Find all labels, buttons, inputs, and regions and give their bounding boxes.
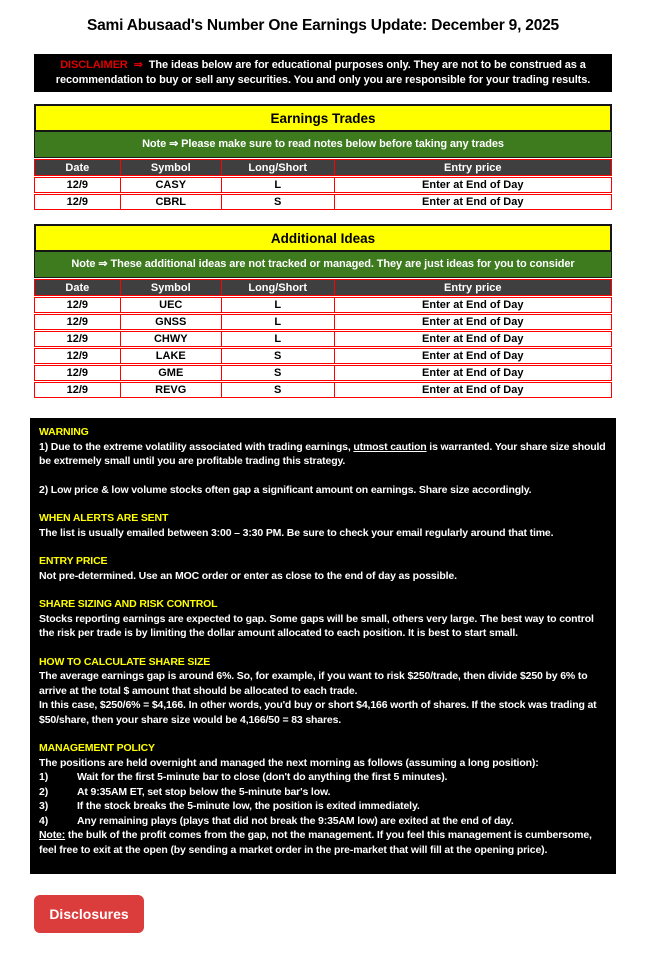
cell-longshort: L bbox=[222, 297, 335, 313]
management-note: Note: the bulk of the profit comes from the gap, not the management. If you feel this management is cumbersome, feel free to exit at the open (by sending a market order in the pre-market that will fill at the opening price). bbox=[39, 829, 592, 856]
cell-entry: Enter at End of Day bbox=[335, 382, 612, 398]
section-heading: ENTRY PRICE bbox=[39, 555, 108, 567]
cell-date: 12/9 bbox=[34, 365, 121, 381]
warning-paragraph-2: 2) Low price & low volume stocks often gap a significant amount on earnings. Share size accordingly. bbox=[39, 483, 532, 496]
cell-longshort: S bbox=[222, 194, 335, 210]
warning-section bbox=[39, 425, 607, 497]
disclaimer-bar bbox=[34, 54, 612, 92]
cell-symbol: CBRL bbox=[121, 194, 222, 210]
column-header-symbol: Symbol bbox=[121, 279, 222, 296]
earnings-trades-note: Note ⇒ Please make sure to read notes below before taking any trades bbox=[34, 132, 612, 158]
management-step: 2) At 9:35AM ET, set stop below the 5-minute bar's low. bbox=[39, 785, 331, 798]
cell-symbol: LAKE bbox=[121, 348, 222, 364]
table-row bbox=[34, 382, 612, 398]
cell-date: 12/9 bbox=[34, 194, 121, 210]
earnings-trades-title: Earnings Trades bbox=[34, 104, 612, 132]
share-size-calc-paragraph-1: The average earnings gap is around 6%. So, for example, if you want to risk $250/trade, then divide $250 by 6% to arrive at the total $ amount that should be allocated to each trade. bbox=[39, 670, 588, 697]
cell-entry: Enter at End of Day bbox=[335, 297, 612, 313]
cell-entry: Enter at End of Day bbox=[335, 194, 612, 210]
page-title: Sami Abusaad's Number One Earnings Update: December 9, 2025 bbox=[87, 17, 559, 34]
additional-ideas-title: Additional Ideas bbox=[34, 224, 612, 252]
cell-entry: Enter at End of Day bbox=[335, 331, 612, 347]
cell-longshort: S bbox=[222, 382, 335, 398]
cell-date: 12/9 bbox=[34, 297, 121, 313]
additional-ideas-section bbox=[34, 224, 612, 399]
section-heading: WHEN ALERTS ARE SENT bbox=[39, 512, 169, 524]
section-heading: HOW TO CALCULATE SHARE SIZE bbox=[39, 655, 211, 668]
cell-date: 12/9 bbox=[34, 314, 121, 330]
cell-longshort: S bbox=[222, 348, 335, 364]
section-heading: MANAGEMENT POLICY bbox=[39, 742, 155, 754]
column-header-symbol: Symbol bbox=[121, 159, 222, 176]
disclaimer-label: DISCLAIMER bbox=[60, 59, 128, 71]
share-size-calc-paragraph-2: In this case, $250/6% = $4,166. In other words, you'd buy or short $4,166 worth of shares. If the stock was trading at $50/share, then your share size would be 4,166/50 = 83 shares. bbox=[39, 699, 597, 726]
column-header-entry: Entry price bbox=[335, 159, 612, 176]
cell-symbol: GME bbox=[121, 365, 222, 381]
table-header-row bbox=[34, 159, 612, 176]
section-heading: WARNING bbox=[39, 426, 89, 438]
disclosures-button[interactable]: Disclosures bbox=[34, 895, 144, 933]
management-step: 3) If the stock breaks the 5-minute low, the position is exited immediately. bbox=[39, 800, 420, 812]
additional-ideas-table bbox=[34, 278, 612, 399]
cell-symbol: CASY bbox=[121, 177, 222, 193]
cell-entry: Enter at End of Day bbox=[335, 365, 612, 381]
cell-symbol: REVG bbox=[121, 382, 222, 398]
management-section bbox=[39, 741, 607, 857]
table-row bbox=[34, 348, 612, 364]
cell-date: 12/9 bbox=[34, 382, 121, 398]
earnings-trades-table bbox=[34, 158, 612, 211]
cell-longshort: L bbox=[222, 331, 335, 347]
cell-longshort: L bbox=[222, 314, 335, 330]
cell-entry: Enter at End of Day bbox=[335, 314, 612, 330]
earnings-trades-section bbox=[34, 104, 612, 211]
management-step: 1) Wait for the first 5-minute bar to close (don't do anything the first 5 minutes). bbox=[39, 771, 448, 783]
alerts-section bbox=[39, 511, 607, 540]
warning-paragraph-1: 1) Due to the extreme volatility associated with trading earnings, utmost caution is warranted. Your share size should be extremely small until you are profitable trading this strategy. bbox=[39, 440, 606, 467]
arrow-icon: ⇒ bbox=[133, 59, 143, 71]
column-header-date: Date bbox=[34, 159, 121, 176]
cell-symbol: UEC bbox=[121, 297, 222, 313]
entry-price-paragraph: Not pre-determined. Use an MOC order or enter as close to the end of day as possible. bbox=[39, 569, 457, 582]
cell-longshort: S bbox=[222, 365, 335, 381]
table-row bbox=[34, 331, 612, 347]
table-row bbox=[34, 194, 612, 210]
column-header-date: Date bbox=[34, 279, 121, 296]
additional-ideas-note: Note ⇒ These additional ideas are not tracked or managed. They are just ideas for you to consider bbox=[34, 252, 612, 278]
management-intro: The positions are held overnight and managed the next morning as follows (assuming a long position): bbox=[39, 756, 539, 769]
cell-symbol: GNSS bbox=[121, 314, 222, 330]
table-header-row bbox=[34, 279, 612, 296]
cell-longshort: L bbox=[222, 177, 335, 193]
cell-date: 12/9 bbox=[34, 348, 121, 364]
entry-price-section bbox=[39, 554, 607, 583]
table-row bbox=[34, 365, 612, 381]
table-row bbox=[34, 314, 612, 330]
notes-panel bbox=[30, 418, 616, 874]
cell-date: 12/9 bbox=[34, 177, 121, 193]
table-row bbox=[34, 297, 612, 313]
management-step: 4) Any remaining plays (plays that did not break the 9:35AM low) are exited at the end of day. bbox=[39, 814, 514, 827]
cell-entry: Enter at End of Day bbox=[335, 348, 612, 364]
share-sizing-paragraph: Stocks reporting earnings are expected to gap. Some gaps will be small, others very large. The best way to control the risk per trade is by limiting the dollar amount allocated to each position. It is best to start small. bbox=[39, 612, 594, 639]
section-heading: SHARE SIZING AND RISK CONTROL bbox=[39, 598, 218, 610]
share-sizing-section bbox=[39, 597, 607, 641]
column-header-longshort: Long/Short bbox=[222, 159, 335, 176]
disclaimer-text: The ideas below are for educational purposes only. They are not to be construed as a recommendation to buy or sell any securities. You and only you are responsible for your trading results. bbox=[55, 59, 591, 86]
cell-symbol: CHWY bbox=[121, 331, 222, 347]
cell-date: 12/9 bbox=[34, 331, 121, 347]
column-header-longshort: Long/Short bbox=[222, 279, 335, 296]
table-row bbox=[34, 177, 612, 193]
column-header-entry: Entry price bbox=[335, 279, 612, 296]
alerts-paragraph: The list is usually emailed between 3:00 – 3:30 PM. Be sure to check your email regularly around that time. bbox=[39, 526, 554, 539]
cell-entry: Enter at End of Day bbox=[335, 177, 612, 193]
share-size-calc-section bbox=[39, 655, 607, 728]
